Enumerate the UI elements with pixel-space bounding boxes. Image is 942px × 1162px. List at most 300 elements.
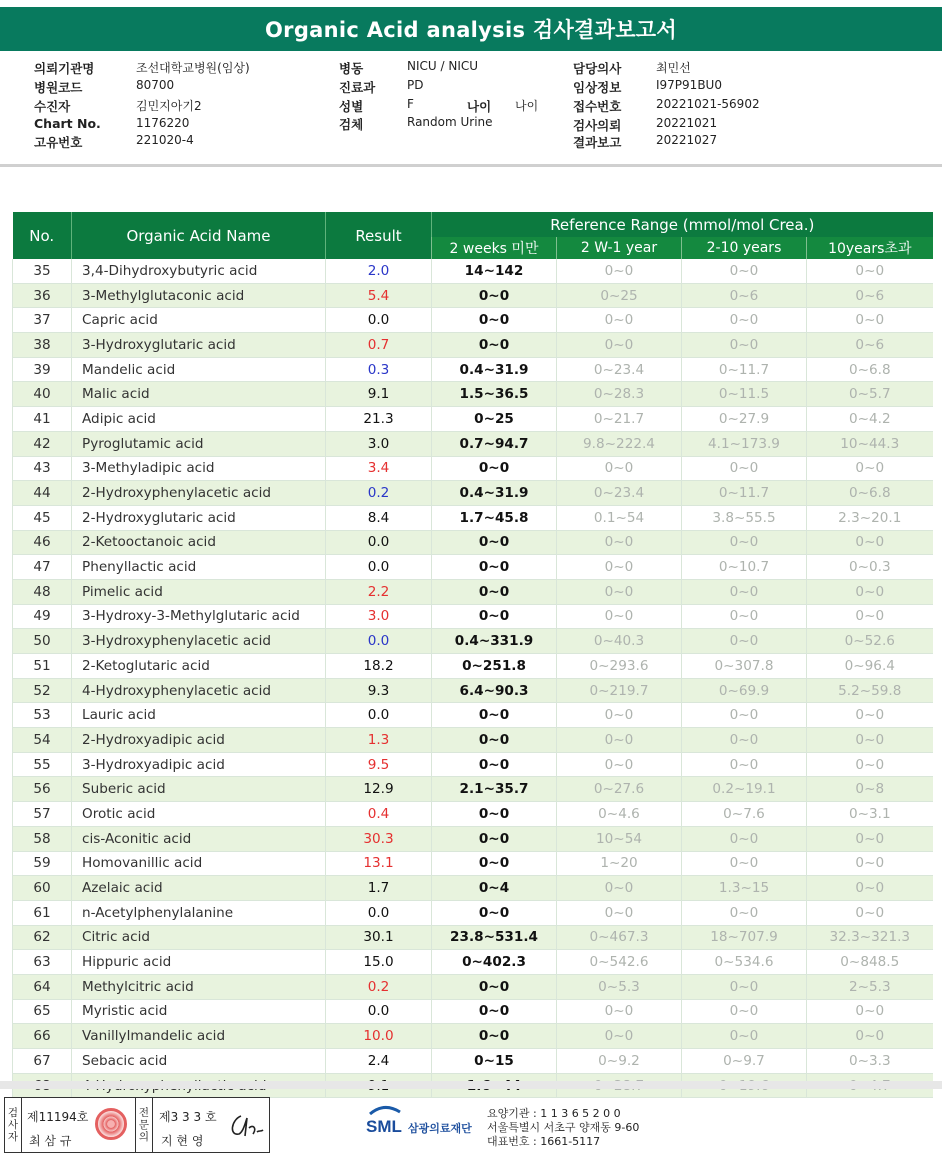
range-over-10years: 32.3~321.3 xyxy=(807,925,933,950)
result-value: 0.0 xyxy=(326,530,432,555)
acid-name: Azelaic acid xyxy=(72,876,326,901)
range-over-10years: 0~6 xyxy=(807,333,933,358)
range-2w-1year: 0~0 xyxy=(557,333,682,358)
info-value: Random Urine xyxy=(407,115,493,129)
table-row xyxy=(13,752,933,777)
range-2weeks: 0.4~31.9 xyxy=(432,357,557,382)
info-label: 고유번호 xyxy=(34,135,83,150)
table-row xyxy=(13,802,933,827)
range-over-10years: 0~3.3 xyxy=(807,1049,933,1074)
row-number: 65 xyxy=(13,999,72,1024)
range-2weeks: 0~0 xyxy=(432,802,557,827)
row-number: 37 xyxy=(13,308,72,333)
table-row xyxy=(13,555,933,580)
row-number: 55 xyxy=(13,752,72,777)
table-row xyxy=(13,925,933,950)
acid-name: Suberic acid xyxy=(72,777,326,802)
addr-line: 서울특별시 서초구 양재동 9-60 xyxy=(487,1121,640,1134)
info-value: 221020-4 xyxy=(136,133,194,147)
range-2-10years: 0~11.7 xyxy=(682,481,807,506)
range-2weeks: 0~0 xyxy=(432,308,557,333)
acid-name: Malic acid xyxy=(72,382,326,407)
result-value: 9.5 xyxy=(326,752,432,777)
acid-name: Hippuric acid xyxy=(72,950,326,975)
table-row xyxy=(13,333,933,358)
acid-name: 3-Methyladipic acid xyxy=(72,456,326,481)
table-row xyxy=(13,876,933,901)
range-2w-1year: 0~0 xyxy=(557,999,682,1024)
range-2weeks: 0~4 xyxy=(432,876,557,901)
info-label: 담당의사 xyxy=(573,61,622,76)
row-number: 52 xyxy=(13,678,72,703)
range-2w-1year: 0~23.4 xyxy=(557,357,682,382)
row-number: 61 xyxy=(13,900,72,925)
result-value: 9.1 xyxy=(326,382,432,407)
range-2w-1year: 0~0 xyxy=(557,456,682,481)
addr-line: 요양기관 : 1 1 3 6 5 2 0 0 xyxy=(487,1107,621,1120)
acid-name: 3-Hydroxyglutaric acid xyxy=(72,333,326,358)
range-2weeks: 0~25 xyxy=(432,407,557,432)
range-2-10years: 0~0 xyxy=(682,900,807,925)
range-2weeks: 1.7~45.8 xyxy=(432,505,557,530)
divider xyxy=(0,1081,942,1089)
result-value: 10.0 xyxy=(326,1024,432,1049)
age-value: 나이 xyxy=(515,99,539,113)
range-2-10years: 18~707.9 xyxy=(682,925,807,950)
table-row xyxy=(13,703,933,728)
info-label: 의뢰기관명 xyxy=(34,61,95,76)
row-number: 53 xyxy=(13,703,72,728)
table-row xyxy=(13,481,933,506)
range-2weeks: 1.5~36.5 xyxy=(432,382,557,407)
table-row xyxy=(13,678,933,703)
result-value: 30.3 xyxy=(326,826,432,851)
range-2w-1year: 0~25 xyxy=(557,283,682,308)
result-value: 2.2 xyxy=(326,579,432,604)
header-age-group: 2 W-1 year xyxy=(557,237,682,259)
range-over-10years: 0~96.4 xyxy=(807,654,933,679)
info-label: 접수번호 xyxy=(573,99,622,114)
info-value: 1176220 xyxy=(136,116,190,130)
acid-name: 2-Ketoglutaric acid xyxy=(72,654,326,679)
range-2weeks: 0~0 xyxy=(432,530,557,555)
divider xyxy=(0,166,942,167)
range-2-10years: 0~0 xyxy=(682,259,807,283)
range-2w-1year: 10~54 xyxy=(557,826,682,851)
acid-name: 3-Hydroxyphenylacetic acid xyxy=(72,629,326,654)
range-2-10years: 0~0 xyxy=(682,579,807,604)
range-2w-1year: 0~21.7 xyxy=(557,407,682,432)
range-2w-1year: 0~293.6 xyxy=(557,654,682,679)
doctor-name: 지 현 영 xyxy=(161,1134,204,1148)
result-value: 5.4 xyxy=(326,283,432,308)
result-value: 0.2 xyxy=(326,481,432,506)
acid-name: Capric acid xyxy=(72,308,326,333)
range-2weeks: 0~15 xyxy=(432,1049,557,1074)
range-over-10years: 0~0 xyxy=(807,579,933,604)
range-2-10years: 0~0 xyxy=(682,333,807,358)
info-label: 결과보고 xyxy=(573,135,622,150)
info-label: 성별 xyxy=(339,99,364,114)
range-over-10years: 0~0 xyxy=(807,728,933,753)
info-label: Chart No. xyxy=(34,116,101,131)
acid-name: 2-Ketooctanoic acid xyxy=(72,530,326,555)
range-2-10years: 0~10.7 xyxy=(682,555,807,580)
row-number: 66 xyxy=(13,1024,72,1049)
table-row xyxy=(13,900,933,925)
info-label: 임상정보 xyxy=(573,80,622,95)
range-2weeks: 0~0 xyxy=(432,974,557,999)
result-value: 3.0 xyxy=(326,604,432,629)
signature-icon xyxy=(227,1110,265,1142)
info-label: 진료과 xyxy=(339,80,376,95)
range-2-10years: 0~0 xyxy=(682,974,807,999)
acid-name: 3-Methylglutaconic acid xyxy=(72,283,326,308)
result-value: 3.0 xyxy=(326,431,432,456)
table-row xyxy=(13,431,933,456)
row-number: 39 xyxy=(13,357,72,382)
acid-name: Myristic acid xyxy=(72,999,326,1024)
acid-name: Adipic acid xyxy=(72,407,326,432)
info-value: 김민지아기2 xyxy=(136,99,202,113)
range-2w-1year: 0.1~54 xyxy=(557,505,682,530)
row-number: 58 xyxy=(13,826,72,851)
range-over-10years: 0~0 xyxy=(807,456,933,481)
table-row xyxy=(13,728,933,753)
info-label: 병동 xyxy=(339,61,364,76)
signature-box xyxy=(4,1097,270,1153)
result-value: 21.3 xyxy=(326,407,432,432)
footer xyxy=(0,1090,942,1162)
range-2-10years: 0~0 xyxy=(682,629,807,654)
result-value: 15.0 xyxy=(326,950,432,975)
row-number: 67 xyxy=(13,1049,72,1074)
info-value: I97P91BU0 xyxy=(656,78,722,92)
range-2weeks: 2.1~35.7 xyxy=(432,777,557,802)
result-value: 0.0 xyxy=(326,900,432,925)
range-over-10years: 0~0 xyxy=(807,259,933,283)
result-value: 0.4 xyxy=(326,802,432,827)
acid-name: Mandelic acid xyxy=(72,357,326,382)
row-number: 54 xyxy=(13,728,72,753)
row-number: 36 xyxy=(13,283,72,308)
result-value: 13.1 xyxy=(326,851,432,876)
svg-text:삼광의료재단: 삼광의료재단 xyxy=(408,1122,472,1135)
acid-name: Methylcitric acid xyxy=(72,974,326,999)
result-value: 8.4 xyxy=(326,505,432,530)
table-row xyxy=(13,777,933,802)
acid-name: Pyroglutamic acid xyxy=(72,431,326,456)
info-label: 수진자 xyxy=(34,99,71,114)
range-2-10years: 0~27.9 xyxy=(682,407,807,432)
range-2w-1year: 0~28.3 xyxy=(557,382,682,407)
range-2w-1year: 0~4.6 xyxy=(557,802,682,827)
range-2w-1year: 0~467.3 xyxy=(557,925,682,950)
range-over-10years: 0~5.7 xyxy=(807,382,933,407)
acid-name: Pimelic acid xyxy=(72,579,326,604)
tester-name: 최 삼 규 xyxy=(29,1134,72,1148)
range-over-10years: 0~0.3 xyxy=(807,555,933,580)
range-2weeks: 0~251.8 xyxy=(432,654,557,679)
table-row xyxy=(13,407,933,432)
range-2w-1year: 0~0 xyxy=(557,579,682,604)
acid-name: 3-Hydroxy-3-Methylglutaric acid xyxy=(72,604,326,629)
info-value: 20221021-56902 xyxy=(656,97,760,111)
result-value: 0.0 xyxy=(326,999,432,1024)
report-title: Organic Acid analysis 검사결과보고서 xyxy=(0,7,942,51)
table-row xyxy=(13,950,933,975)
acid-name: 3,4-Dihydroxybutyric acid xyxy=(72,259,326,283)
row-number: 45 xyxy=(13,505,72,530)
range-2weeks: 0.4~331.9 xyxy=(432,629,557,654)
row-number: 41 xyxy=(13,407,72,432)
result-value: 9.3 xyxy=(326,678,432,703)
table-row xyxy=(13,654,933,679)
result-value: 3.4 xyxy=(326,456,432,481)
range-2w-1year: 1~20 xyxy=(557,851,682,876)
result-value: 2.0 xyxy=(326,259,432,283)
result-value: 0.3 xyxy=(326,357,432,382)
range-2weeks: 0~0 xyxy=(432,752,557,777)
range-over-10years: 0~0 xyxy=(807,999,933,1024)
range-2weeks: 0~0 xyxy=(432,555,557,580)
header-no: No. xyxy=(13,212,72,259)
table-row xyxy=(13,382,933,407)
acid-name: Vanillylmandelic acid xyxy=(72,1024,326,1049)
range-2weeks: 0~0 xyxy=(432,999,557,1024)
acid-name: 2-Hydroxyphenylacetic acid xyxy=(72,481,326,506)
range-over-10years: 0~0 xyxy=(807,308,933,333)
range-2-10years: 0~11.5 xyxy=(682,382,807,407)
range-2weeks: 0~0 xyxy=(432,333,557,358)
range-2w-1year: 0~27.6 xyxy=(557,777,682,802)
table-row xyxy=(13,308,933,333)
range-2-10years: 0.2~19.1 xyxy=(682,777,807,802)
row-number: 57 xyxy=(13,802,72,827)
range-2-10years: 0~0 xyxy=(682,728,807,753)
range-over-10years: 0~0 xyxy=(807,876,933,901)
row-number: 51 xyxy=(13,654,72,679)
range-2w-1year: 9.8~222.4 xyxy=(557,431,682,456)
range-over-10years: 0~0 xyxy=(807,826,933,851)
range-2-10years: 0~0 xyxy=(682,826,807,851)
row-number: 44 xyxy=(13,481,72,506)
table-row xyxy=(13,456,933,481)
range-2-10years: 0~0 xyxy=(682,999,807,1024)
info-label: 검사의뢰 xyxy=(573,118,622,133)
range-2-10years: 0~0 xyxy=(682,308,807,333)
row-number: 49 xyxy=(13,604,72,629)
result-value: 0.2 xyxy=(326,974,432,999)
results-table xyxy=(12,212,933,1098)
range-2-10years: 0~69.9 xyxy=(682,678,807,703)
range-2-10years: 0~9.7 xyxy=(682,1049,807,1074)
range-2w-1year: 0~0 xyxy=(557,555,682,580)
row-number: 62 xyxy=(13,925,72,950)
range-2-10years: 0~0 xyxy=(682,456,807,481)
info-label: 병원코드 xyxy=(34,80,83,95)
range-2w-1year: 0~0 xyxy=(557,876,682,901)
result-value: 0.0 xyxy=(326,703,432,728)
range-2w-1year: 0~5.3 xyxy=(557,974,682,999)
range-2weeks: 0~402.3 xyxy=(432,950,557,975)
header-result: Result xyxy=(326,212,432,259)
range-over-10years: 5.2~59.8 xyxy=(807,678,933,703)
tester-label: 검 사 자 xyxy=(5,1098,22,1152)
range-2w-1year: 0~0 xyxy=(557,604,682,629)
range-2w-1year: 0~0 xyxy=(557,752,682,777)
row-number: 63 xyxy=(13,950,72,975)
acid-name: Homovanillic acid xyxy=(72,851,326,876)
range-2weeks: 0~0 xyxy=(432,826,557,851)
range-over-10years: 0~6.8 xyxy=(807,481,933,506)
range-over-10years: 0~6 xyxy=(807,283,933,308)
result-value: 1.7 xyxy=(326,876,432,901)
range-2w-1year: 0~0 xyxy=(557,259,682,283)
range-over-10years: 0~0 xyxy=(807,851,933,876)
row-number: 46 xyxy=(13,530,72,555)
range-2weeks: 0~0 xyxy=(432,851,557,876)
range-2-10years: 0~0 xyxy=(682,530,807,555)
range-over-10years: 0~4.2 xyxy=(807,407,933,432)
range-2-10years: 0~0 xyxy=(682,752,807,777)
svg-text:SML: SML xyxy=(366,1117,402,1136)
range-2weeks: 6.4~90.3 xyxy=(432,678,557,703)
table-row xyxy=(13,826,933,851)
range-over-10years: 0~6.8 xyxy=(807,357,933,382)
range-2-10years: 3.8~55.5 xyxy=(682,505,807,530)
info-value: 최민선 xyxy=(656,61,691,75)
range-2w-1year: 0~542.6 xyxy=(557,950,682,975)
addr-line: 대표번호 : 1661-5117 xyxy=(487,1135,601,1148)
range-2weeks: 0.7~94.7 xyxy=(432,431,557,456)
range-over-10years: 10~44.3 xyxy=(807,431,933,456)
range-2-10years: 0~0 xyxy=(682,851,807,876)
table-row xyxy=(13,1024,933,1049)
doctor-label: 전 문 의 xyxy=(135,1098,153,1152)
acid-name: n-Acetylphenylalanine xyxy=(72,900,326,925)
result-value: 2.4 xyxy=(326,1049,432,1074)
range-2-10years: 0~7.6 xyxy=(682,802,807,827)
range-over-10years: 0~0 xyxy=(807,1024,933,1049)
table-row xyxy=(13,579,933,604)
row-number: 40 xyxy=(13,382,72,407)
range-2w-1year: 0~0 xyxy=(557,900,682,925)
range-2weeks: 0.4~31.9 xyxy=(432,481,557,506)
header-age-group: 2 weeks 미만 xyxy=(432,237,557,259)
row-number: 64 xyxy=(13,974,72,999)
range-over-10years: 0~8 xyxy=(807,777,933,802)
table-row xyxy=(13,999,933,1024)
range-2w-1year: 0~9.2 xyxy=(557,1049,682,1074)
result-value: 1.3 xyxy=(326,728,432,753)
info-value: 조선대학교병원(임상) xyxy=(136,61,250,75)
acid-name: cis-Aconitic acid xyxy=(72,826,326,851)
range-2weeks: 0~0 xyxy=(432,728,557,753)
acid-name: 2-Hydroxyglutaric acid xyxy=(72,505,326,530)
header-age-group: 10years초과 xyxy=(807,237,933,259)
range-over-10years: 0~848.5 xyxy=(807,950,933,975)
range-2w-1year: 0~23.4 xyxy=(557,481,682,506)
range-2w-1year: 0~0 xyxy=(557,1024,682,1049)
row-number: 35 xyxy=(13,259,72,283)
range-over-10years: 0~0 xyxy=(807,530,933,555)
info-value: PD xyxy=(407,78,424,92)
range-2weeks: 0~0 xyxy=(432,900,557,925)
result-value: 0.0 xyxy=(326,555,432,580)
table-row xyxy=(13,259,933,283)
result-value: 18.2 xyxy=(326,654,432,679)
acid-name: 4-Hydroxyphenylacetic acid xyxy=(72,678,326,703)
row-number: 48 xyxy=(13,579,72,604)
range-2-10years: 0~307.8 xyxy=(682,654,807,679)
row-number: 47 xyxy=(13,555,72,580)
acid-name: Citric acid xyxy=(72,925,326,950)
table-row xyxy=(13,974,933,999)
range-over-10years: 0~0 xyxy=(807,900,933,925)
range-2-10years: 0~534.6 xyxy=(682,950,807,975)
info-value: F xyxy=(407,97,414,111)
table-row xyxy=(13,1049,933,1074)
table-row xyxy=(13,604,933,629)
doctor-license: 제3 3 3 호 xyxy=(159,1110,217,1124)
result-value: 0.7 xyxy=(326,333,432,358)
patient-info xyxy=(0,52,942,166)
row-number: 50 xyxy=(13,629,72,654)
acid-name: Phenyllactic acid xyxy=(72,555,326,580)
acid-name: 3-Hydroxyadipic acid xyxy=(72,752,326,777)
row-number: 38 xyxy=(13,333,72,358)
table-row xyxy=(13,283,933,308)
range-2weeks: 0~0 xyxy=(432,604,557,629)
header-name: Organic Acid Name xyxy=(72,212,326,259)
range-2-10years: 0~11.7 xyxy=(682,357,807,382)
acid-name: Sebacic acid xyxy=(72,1049,326,1074)
acid-name: Lauric acid xyxy=(72,703,326,728)
result-value: 12.9 xyxy=(326,777,432,802)
range-over-10years: 2.3~20.1 xyxy=(807,505,933,530)
row-number: 42 xyxy=(13,431,72,456)
header-reference: Reference Range (mmol/mol Crea.) xyxy=(432,212,933,237)
range-2weeks: 0~0 xyxy=(432,579,557,604)
table-row xyxy=(13,530,933,555)
acid-name: 2-Hydroxyadipic acid xyxy=(72,728,326,753)
row-number: 59 xyxy=(13,851,72,876)
info-value: 80700 xyxy=(136,78,175,92)
range-over-10years: 0~0 xyxy=(807,604,933,629)
header-age-group: 2-10 years xyxy=(682,237,807,259)
table-row xyxy=(13,505,933,530)
result-value: 0.0 xyxy=(326,629,432,654)
range-2w-1year: 0~219.7 xyxy=(557,678,682,703)
info-value: 20221021 xyxy=(656,116,718,130)
range-2w-1year: 0~0 xyxy=(557,703,682,728)
range-2-10years: 0~0 xyxy=(682,1024,807,1049)
range-2weeks: 0~0 xyxy=(432,283,557,308)
range-over-10years: 0~3.1 xyxy=(807,802,933,827)
seal-stamp-icon xyxy=(95,1108,127,1140)
info-label: 검체 xyxy=(339,117,364,132)
table-row xyxy=(13,851,933,876)
table-row xyxy=(13,357,933,382)
range-over-10years: 0~52.6 xyxy=(807,629,933,654)
range-2w-1year: 0~40.3 xyxy=(557,629,682,654)
result-value: 30.1 xyxy=(326,925,432,950)
sml-logo xyxy=(366,1104,486,1144)
range-2-10years: 0~0 xyxy=(682,703,807,728)
row-number: 56 xyxy=(13,777,72,802)
institution-address xyxy=(487,1107,639,1149)
